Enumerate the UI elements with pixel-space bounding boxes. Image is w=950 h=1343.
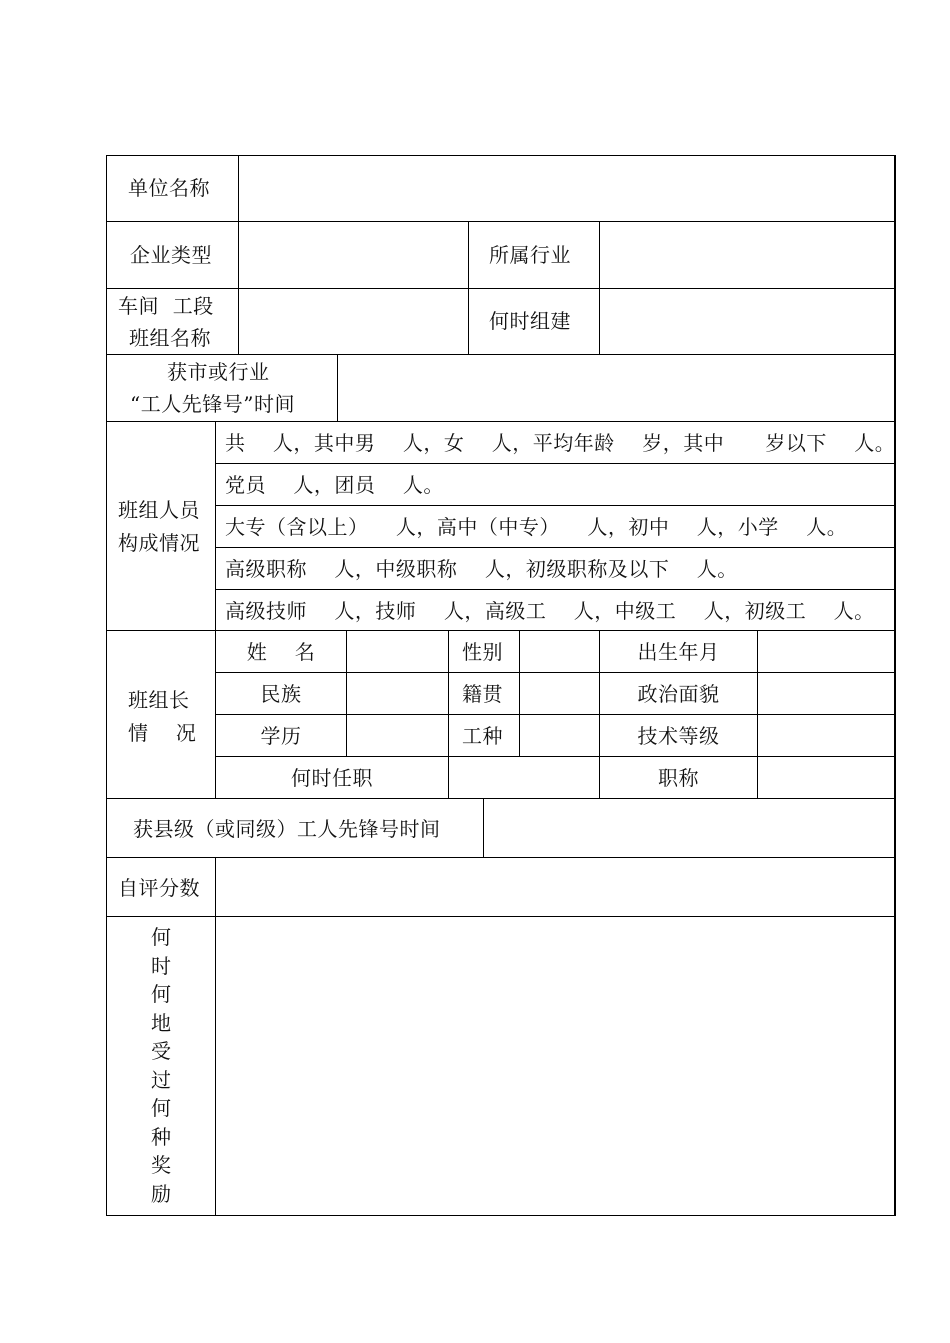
- awards-char: 时: [151, 954, 172, 978]
- awards-char: 地: [151, 1011, 172, 1035]
- awards-field[interactable]: [217, 918, 893, 1214]
- unit-name-label: 单位名称: [128, 176, 210, 200]
- leader-education-label: 学历: [260, 724, 302, 748]
- composition-label-line1: 班组人员: [118, 498, 200, 522]
- composition-row-skill: 高级技师 人，技师 人，高级工 人，中级工 人，初级工 人。: [225, 599, 875, 623]
- awards-char: 奖: [151, 1153, 172, 1177]
- leader-title-label: 职称: [658, 766, 699, 790]
- leader-gender-field[interactable]: [521, 632, 598, 671]
- county-honor-field[interactable]: [485, 800, 893, 856]
- leader-appointed-label: 何时任职: [291, 766, 373, 790]
- leader-political-label: 政治面貌: [637, 682, 720, 706]
- awards-char: 受: [151, 1039, 172, 1063]
- leader-name-label: 姓 名: [246, 640, 316, 664]
- self-score-label: 自评分数: [118, 876, 200, 900]
- leader-appointed-field[interactable]: [450, 758, 598, 797]
- leader-gender-label: 性别: [462, 640, 503, 664]
- leader-title-field[interactable]: [759, 758, 893, 797]
- leader-skill-level-label: 技术等级: [637, 724, 720, 748]
- enterprise-type-label: 企业类型: [130, 243, 212, 267]
- founded-label: 何时组建: [489, 309, 571, 333]
- composition-row-education: 大专（含以上） 人，高中（中专） 人，初中 人，小学 人。: [225, 515, 848, 539]
- industry-label: 所属行业: [489, 243, 571, 267]
- awards-char: 种: [151, 1125, 172, 1149]
- leader-skill-level-field[interactable]: [759, 716, 893, 755]
- founded-field[interactable]: [601, 290, 893, 353]
- leader-ethnicity-label: 民族: [260, 682, 302, 706]
- unit-name-field[interactable]: [240, 157, 893, 220]
- enterprise-type-field[interactable]: [240, 223, 467, 287]
- awards-char: 何: [151, 925, 172, 949]
- leader-name-field[interactable]: [348, 632, 447, 671]
- awards-char: 何: [151, 982, 172, 1006]
- awards-char: 过: [151, 1068, 172, 1092]
- leader-label-line2: 情 况: [128, 721, 197, 745]
- leader-education-field[interactable]: [348, 716, 447, 755]
- composition-label-line2: 构成情况: [118, 531, 200, 555]
- leader-label-line1: 班组长: [128, 688, 190, 712]
- composition-row-total: 共 人，其中男 人，女 人，平均年龄 岁，其中 岁以下 人。: [225, 431, 896, 455]
- awards-char: 励: [151, 1182, 172, 1206]
- city-honor-label-line1: 获市或行业: [167, 360, 270, 384]
- leader-job-type-field[interactable]: [521, 716, 598, 755]
- leader-hometown-field[interactable]: [521, 674, 598, 713]
- leader-birth-field[interactable]: [759, 632, 893, 671]
- leader-ethnicity-field[interactable]: [348, 674, 447, 713]
- workshop-label-line1: 车间 工段: [118, 294, 214, 318]
- composition-row-title: 高级职称 人，中级职称 人，初级职称及以下 人。: [225, 557, 738, 581]
- composition-row-party: 党员 人，团员 人。: [225, 473, 444, 497]
- city-honor-field[interactable]: [339, 356, 893, 420]
- awards-char: 何: [151, 1096, 172, 1120]
- leader-political-field[interactable]: [759, 674, 893, 713]
- leader-birth-label: 出生年月: [637, 640, 720, 664]
- leader-hometown-label: 籍贯: [462, 682, 503, 706]
- industry-field[interactable]: [601, 223, 893, 287]
- county-honor-label: 获县级（或同级）工人先锋号时间: [133, 817, 441, 841]
- workshop-name-field[interactable]: [240, 290, 467, 353]
- leader-job-type-label: 工种: [462, 724, 503, 748]
- city-honor-label-line2: “工人先锋号”时间: [130, 392, 295, 416]
- workshop-label-line2: 班组名称: [129, 326, 211, 350]
- self-score-field[interactable]: [217, 859, 893, 915]
